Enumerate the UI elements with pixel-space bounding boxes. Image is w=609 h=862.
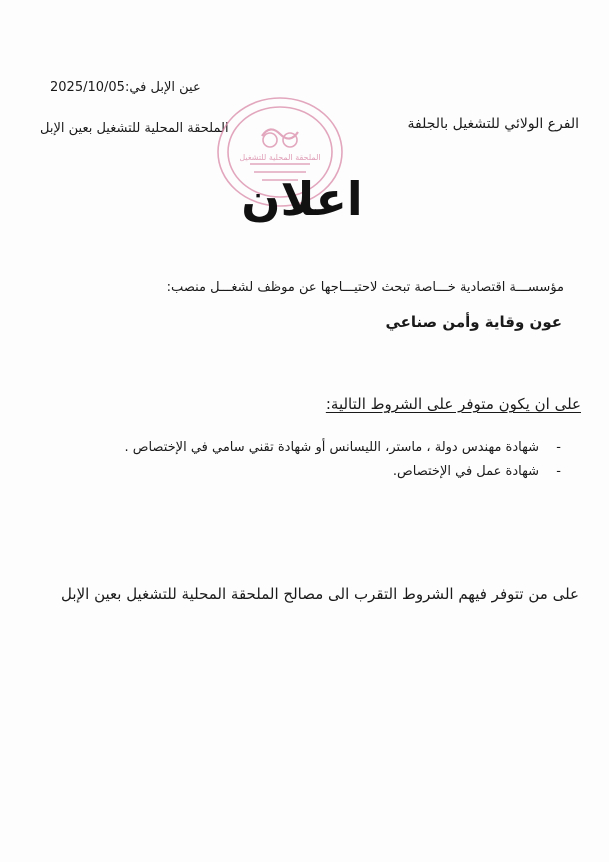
bullet-dash: - (556, 464, 561, 479)
announcement-title: اعلان (241, 172, 363, 226)
condition-text: شهادة عمل في الإختصاص. (392, 464, 539, 479)
stamp-text: الملحقة المحلية للتشغيل (239, 153, 321, 162)
intro-text: مؤسســـة اقتصادية خـــاصة تبحث لاحتيـــاجها عن موظف لشغـــل منصب: (166, 280, 564, 295)
position-title: عون وقاية وأمن صناعي (385, 313, 562, 331)
condition-text: شهادة مهندس دولة ، ماستر، الليسانس أو شهادة تقني سامي في الإختصاص . (124, 440, 539, 455)
condition-item (124, 436, 561, 460)
bullet-dash: - (556, 440, 561, 455)
closing-text: على من تتوفر فيهم الشروط التقرب الى مصالح الملحقة المحلية للتشغيل بعين الإبل (61, 585, 579, 603)
header-branch: الفرع الولائي للتشغيل بالجلفة (407, 116, 579, 132)
date-line: عين الإبل في:2025/10/05 (50, 80, 201, 95)
conditions-list (124, 436, 561, 484)
condition-item (124, 460, 561, 484)
header-agency: الملحقة المحلية للتشغيل بعين الإبل (40, 121, 229, 136)
conditions-heading: على ان يكون متوفر على الشروط التالية: (325, 395, 581, 413)
